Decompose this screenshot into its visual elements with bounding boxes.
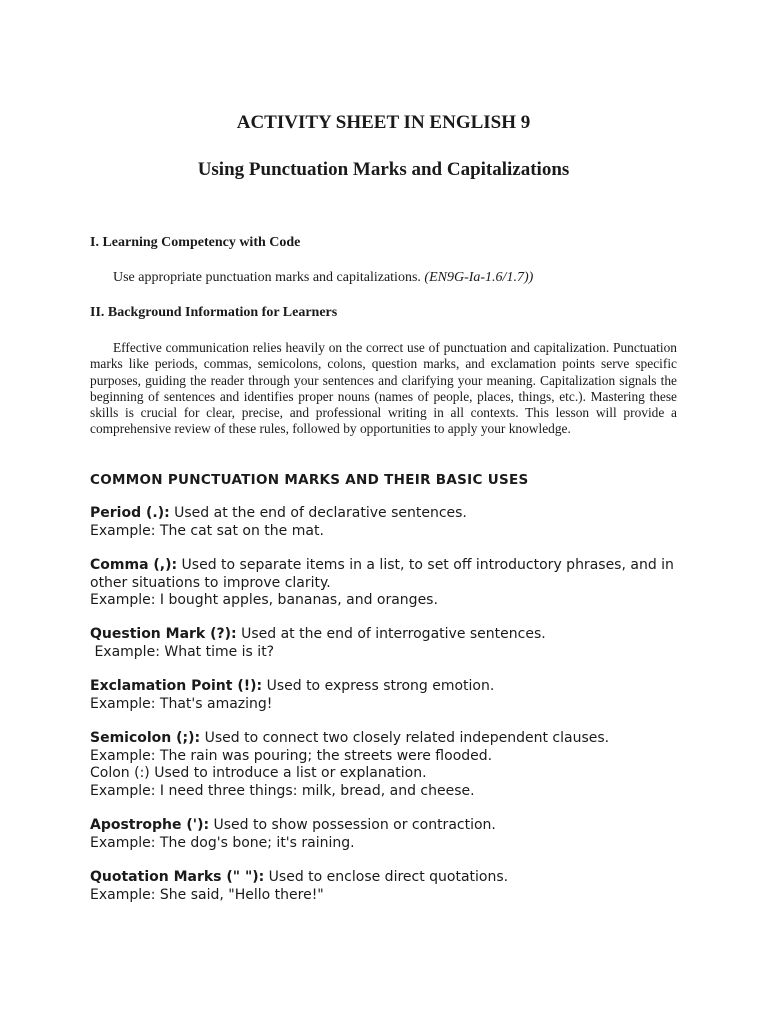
entry-example: Example: That's amazing!: [90, 695, 273, 712]
entry-use: Used to separate items in a list, to set off introductory phrases, and in other situations to improve clarity.: [90, 557, 674, 591]
entry-example: Example: The cat sat on the mat.: [90, 522, 324, 539]
entry-use: Used to enclose direct quotations.: [264, 869, 509, 885]
entry-question-mark: [90, 626, 680, 661]
entry-colon-line: Colon (:) Used to introduce a list or explanation.: [90, 765, 427, 781]
entry-period: [90, 505, 680, 540]
competency-code: (EN9G-Ia-1.6/1.7)): [424, 270, 534, 285]
section-heading-background: II. Background Information for Learners: [90, 305, 338, 320]
entry-use: Used at the end of declarative sentences.: [169, 505, 467, 521]
entry-apostrophe: [90, 817, 680, 852]
entry-example: Example: She said, "Hello there!": [90, 886, 324, 903]
entry-comma: [90, 557, 680, 610]
punctuation-heading: COMMON PUNCTUATION MARKS AND THEIR BASIC USES: [90, 472, 529, 488]
entry-example: Example: What time is it?: [90, 643, 275, 660]
entry-term: Quotation Marks (" "):: [90, 869, 265, 885]
entry-term: Semicolon (;):: [90, 730, 201, 746]
entry-quotation-marks: [90, 869, 680, 904]
entry-term: Question Mark (?):: [90, 626, 237, 642]
entry-use: Used at the end of interrogative sentences.: [236, 626, 546, 642]
entry-exclamation-point: [90, 678, 680, 713]
page-subtitle: Using Punctuation Marks and Capitalizations: [197, 159, 570, 180]
competency-text: [113, 269, 533, 287]
page-title: ACTIVITY SHEET IN ENGLISH 9: [236, 112, 531, 133]
entry-use: Used to connect two closely related independent clauses.: [200, 730, 610, 746]
entry-term: Period (.):: [90, 505, 170, 521]
entry-semicolon: [90, 730, 680, 800]
entry-example: Example: The dog's bone; it's raining.: [90, 834, 355, 851]
entry-use: Used to express strong emotion.: [262, 678, 495, 694]
entry-example: Example: The rain was pouring; the streets were flooded.: [90, 747, 493, 764]
entry-term: Apostrophe ('):: [90, 817, 210, 833]
entry-colon-example: Example: I need three things: milk, bread, and cheese.: [90, 782, 475, 799]
entry-term: Exclamation Point (!):: [90, 678, 263, 694]
background-paragraph: Effective communication relies heavily on the correct use of punctuation and capitalization. Punctuation marks like periods, commas, semicolons, colons, question marks, and exclamation points serve specific purposes, guiding the reader through your sentences and clarifying your meaning. Capitalization signals the beginning of sentences and identifies proper nouns (names of people, places, things, etc.). Mastering these skills is crucial for clear, precise, and professional writing in all contexts. This lesson will provide a comprehensive review of these rules, followed by opportunities to apply your knowledge.: [90, 340, 677, 437]
competency-statement: Use appropriate punctuation marks and capitalizations.: [113, 270, 425, 285]
section-heading-competency: I. Learning Competency with Code: [90, 235, 301, 250]
entry-term: Comma (,):: [90, 557, 178, 573]
entry-use: Used to show possession or contraction.: [209, 817, 496, 833]
entry-example: Example: I bought apples, bananas, and oranges.: [90, 592, 438, 608]
